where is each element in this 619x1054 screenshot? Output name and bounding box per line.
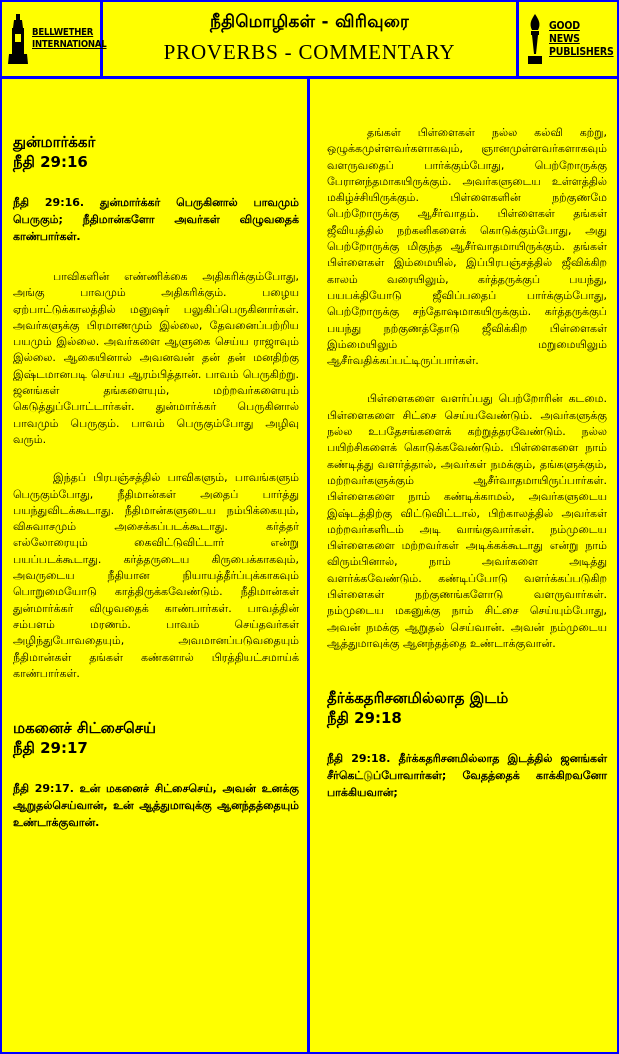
- torch-icon: [525, 12, 545, 66]
- commentary-paragraph: பிள்ளைகளை வளர்ப்பது பெற்றோரின் கடமை. பிள்ளைகளை சிட்சை செய்யவேண்டும். அவர்களுக்கு நல்ல உபதேசங்களைக் கற்றுத்தரவேண்டும். நல்ல பயிற்சிகளைக் கொடுக்கவேண்டும். பிள்ளைகளை நாம் கண்டித்து வளர்த்தால், அவர்கள் நமக்கும், தங்களுக்கும், மற்றவர்களுக்கும் ஆசீர்வாதமாயிருப்பார்கள். பிள்ளைகளை நாம் கண்டிக்காமல், அவர்களுடைய இஷ்டத்திற்கு விட்டுவிட்டால், பிற்காலத்தில் அவர்கள் மற்றவர்களிடம் அடி வாங்குவார்கள். நம்முடைய பிள்ளைகளை மற்றவர்கள் அடிக்கக்கூடாது என்று நாம் விரும்பினால், நாம் அவர்களை அடித்து வளர்க்கவேண்டும். கண்டிப்போடு வளர்க்கப்படுகிற பிள்ளைகள் நற்குணங்களோடு வளருவார்கள். நம்முடைய மகனுக்கு நாம் சிட்சை செய்யும்போது, அவன் நமக்கு ஆறுதல் செய்வான். அவன் நம்முடைய ஆத்துமாவுக்கு ஆனந்தத்தை உண்டாக்குவான்.: [327, 392, 607, 650]
- right-column: [313, 79, 617, 1052]
- verse-29-18: நீதி 29:18. தீர்க்கதரிசனமில்லாத இடத்தில் ஜனங்கள் சீர்கெட்டுப்போவார்கள்; வேதத்தைக் காக்கிறவனோ பாக்கியவான்;: [327, 752, 607, 800]
- section-reference-29-16: நீதி 29:16: [13, 153, 88, 171]
- bell-tower-icon: [8, 12, 28, 66]
- good-news-logo: [516, 2, 617, 76]
- commentary-paragraph: தங்கள் பிள்ளைகள் நல்ல கல்வி கற்று, ஒழுக்கமுள்ளவர்களாகவும், ஞானமுள்ளவர்களாகவும் வளருவதைப் பார்க்கும்போது, பெற்றோருக்கு பேரானந்தமாகயிருக்கும். அவர்களுடைய உள்ளத்தில் மகிழ்ச்சியிருக்கும். பிள்ளைகளின் நற்குணமே பெற்றோருக்கு ஆசீர்வாதம். பிள்ளைகள் தங்கள் ஜீவியத்தில் நற்கனிகளைக் கொடுக்கும்போது, அது பெற்றோருக்கு மிகுந்த ஆசீர்வாதமாயிருக்கும். தங்கள் பிள்ளைகள் இம்மையில், இப்பிரபஞ்சத்தில் ஜீவிக்கிற காலம் வரையிலும், கர்த்தருக்குப் பயந்து, பயபக்தியோடு ஜீவிப்பதைப் பார்க்கும்போது, பெற்றோருக்கு சந்தோஷமாகயிருக்கும். கர்த்தருக்குப் பயந்து நற்குணத்தோடு ஜீவிக்கிற பிள்ளைகள் இம்மையிலும் மறுமையிலும் ஆசீர்வதிக்கப்பட்டிருப்பார்கள்.: [327, 126, 607, 368]
- left-column: [2, 79, 310, 1052]
- section-reference-29-17: நீதி 29:17: [13, 739, 88, 758]
- title-english: PROVERBS - COMMENTARY: [163, 40, 456, 64]
- commentary-paragraph: பாவிகளின் எண்ணிக்கை அதிகரிக்கும்போது, அங்கு பாவமும் அதிகரிக்கும். பழைய ஏற்பாட்டுக்காலத்தில் மனுஷர் பலுகிப்பெருகினார்கள். அவர்களுக்கு பிரமாணமும் இல்லை, தேவனைப்பற்றிய பயமும் இல்லை. அவர்களை ஆளுகை செய்ய ராஜாவும் இல்லை. ஆகையினால் அவனவன் தன் தன் மனதிற்கு இஷ்டமானபடி செய்ய ஆரம்பித்தான். பாவம் பெருகிற்று. ஜனங்கள் தங்களையும், மற்றவர்களையும் கெடுத்துப்போட்டார்கள். துன்மார்க்கர் பெருகினால் பாவமும் பெருகும். பாவம் பெருகும்போது அழிவு வரும்.: [13, 270, 299, 446]
- section-heading-discipline-son: மகனைச் சிட்சைசெய்: [13, 719, 156, 738]
- bellwether-logo: [2, 2, 107, 76]
- verse-29-16: நீதி 29:16. துன்மார்க்கர் பெருகினால் பாவமும் பெருகும்; நீதிமான்களோ அவர்கள் விழுவதைக் காண்பார்கள்.: [13, 196, 299, 243]
- title-tamil: நீதிமொழிகள் - விரிவுரை: [209, 12, 410, 32]
- section-reference-29-18: நீதி 29:18: [327, 709, 402, 728]
- page-header: [2, 2, 617, 79]
- section-heading-wicked: துன்மார்க்கர்: [13, 133, 96, 151]
- verse-29-17: நீதி 29:17. உன் மகனைச் சிட்சைசெய், அவன் உனக்கு ஆறுதல்செய்வான், உன் ஆத்துமாவுக்கு ஆனந்தத்தையும் உண்டாக்குவான்.: [13, 782, 299, 830]
- page-title: [103, 2, 516, 76]
- commentary-paragraph: இந்தப் பிரபஞ்சத்தில் பாவிகளும், பாவங்களும் பெருகும்போது, நீதிமான்கள் அதைப் பார்த்து பயந்துவிடக்கூடாது. நீதிமான்களுடைய நம்பிக்கையும், விசுவாசமும் அசைக்கப்படக்கூடாது. கர்த்தர் எல்லோரையும் கைவிட்டுவிட்டார் என்று பயப்படக்கூடாது. கர்த்தருடைய கிருபைக்காகவும், அவருடைய நீதியான நியாயத்தீர்ப்புக்காகவும் பொறுமையோடு காத்திருக்கவேண்டும். நீதிமான்கள் துன்மார்க்கர் விழுவதைக் காண்பார்கள். பாவத்தின் சம்பளம் மரணம். பாவம் செய்தவர்கள் அழிந்துபோவதையும், அவமானப்படுவதையும் நீதிமான்கள் தங்கள் கண்களால் பிரத்தியட்சமாய்க் காண்பார்கள்.: [13, 471, 299, 680]
- good-news-logo-text: GOOD NEWS PUBLISHERS: [549, 19, 614, 58]
- section-heading-no-vision: தீர்க்கதரிசனமில்லாத இடம்: [327, 689, 509, 708]
- bellwether-logo-text: BELLWETHER INTERNATIONAL: [32, 27, 107, 50]
